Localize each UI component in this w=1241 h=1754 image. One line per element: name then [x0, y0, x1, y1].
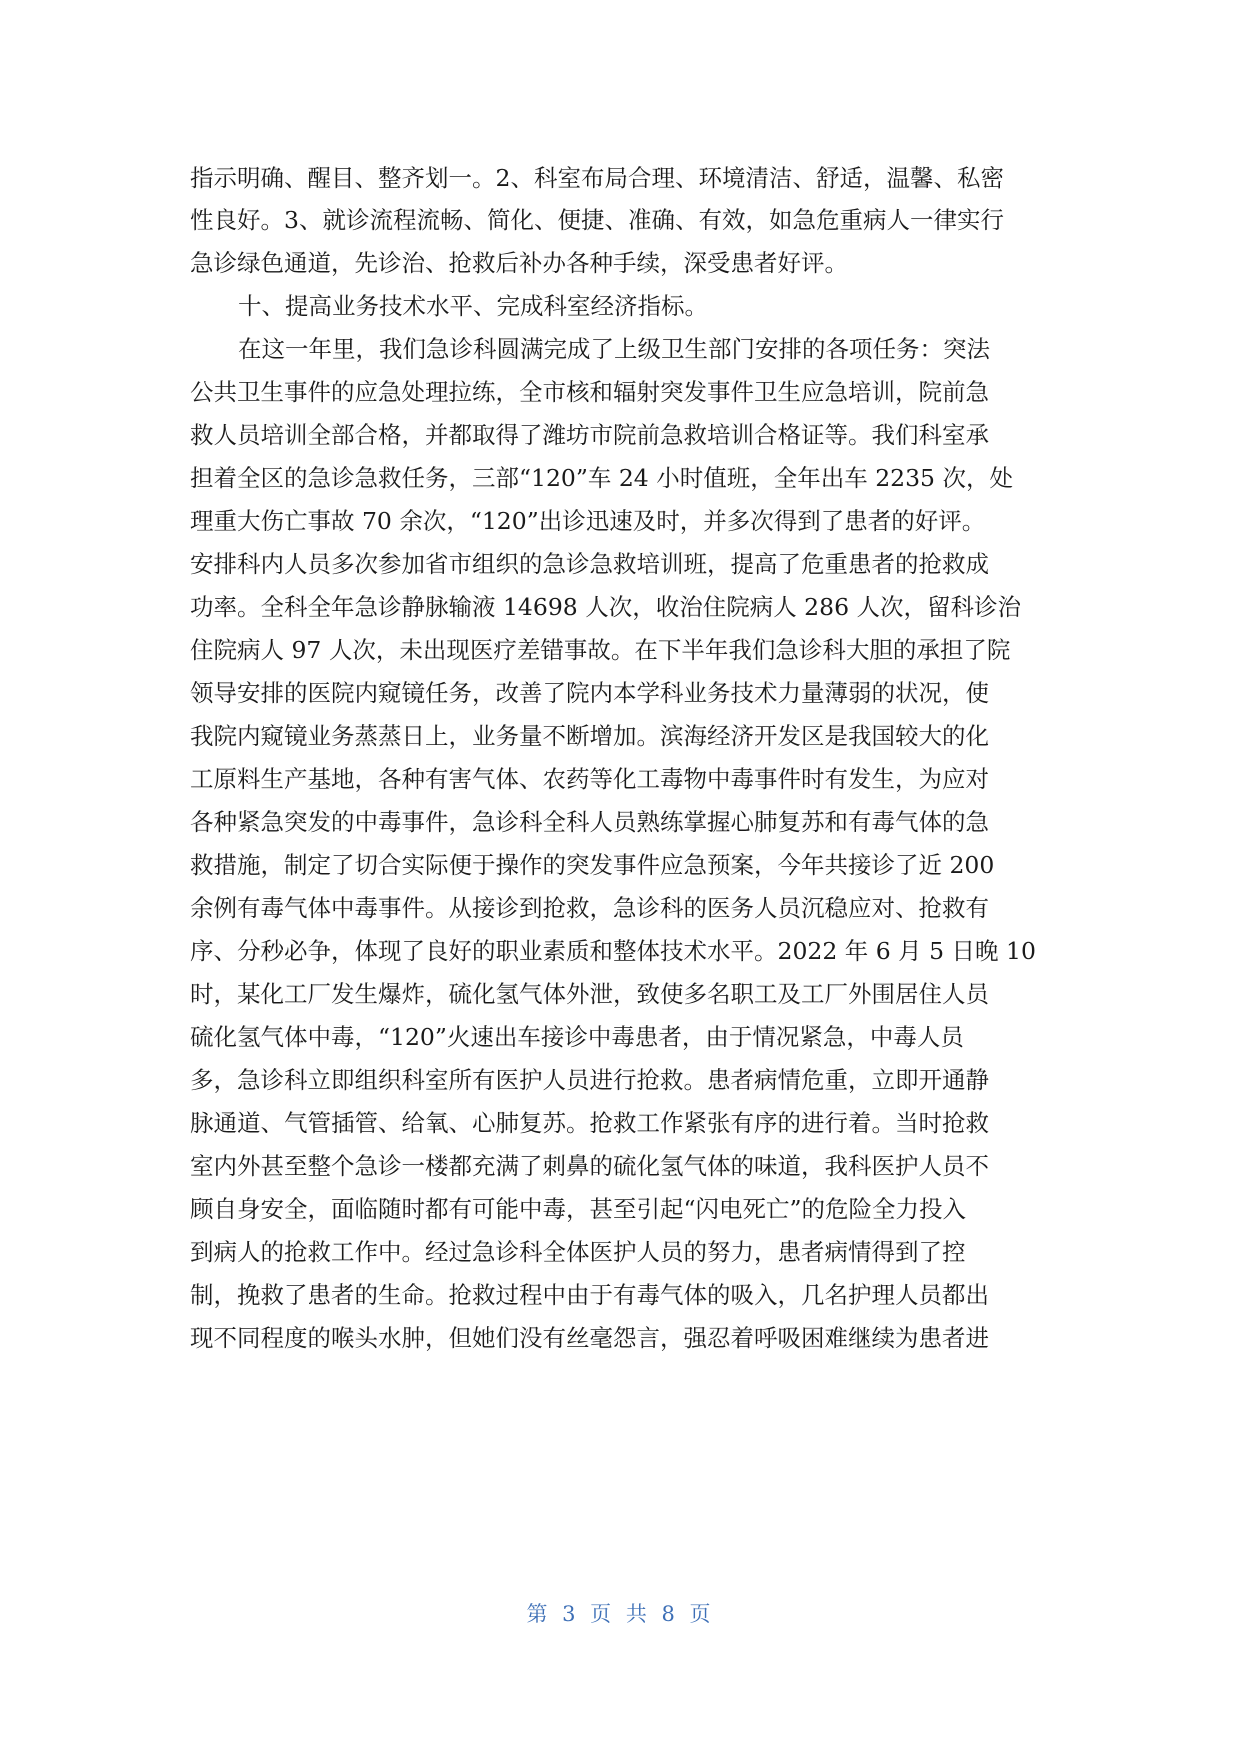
- text-line: 各种紧急突发的中毒事件，急诊科全科人员熟练掌握心肺复苏和有毒气体的急: [190, 808, 989, 836]
- text-line: 救人员培训全部合格，并都取得了潍坊市院前急救培训合格证等。我们科室承: [190, 421, 989, 449]
- text-line: 急诊绿色通道，先诊治、抢救后补办各种手续，深受患者好评。: [190, 249, 848, 277]
- text-line: 工原料生产基地，各种有害气体、农药等化工毒物中毒事件时有发生，为应对: [190, 765, 989, 793]
- text-line: 到病人的抢救工作中。经过急诊科全体医护人员的努力，患者病情得到了控: [190, 1238, 966, 1266]
- text-line: 安排科内人员多次参加省市组织的急诊急救培训班，提高了危重患者的抢救成: [190, 550, 989, 578]
- text-line: 我院内窥镜业务蒸蒸日上，业务量不断增加。滨海经济开发区是我国较大的化: [190, 722, 989, 750]
- text-line: 多，急诊科立即组织科室所有医护人员进行抢救。患者病情危重，立即开通静: [190, 1066, 989, 1094]
- text-line: 制，挽救了患者的生命。抢救过程中由于有毒气体的吸入，几名护理人员都出: [190, 1281, 989, 1309]
- text-line: 领导安排的医院内窥镜任务，改善了院内本学科业务技术力量薄弱的状况，使: [190, 679, 989, 707]
- page-number-footer: 第 3 页 共 8 页: [526, 1602, 715, 1626]
- text-line: 担着全区的急诊急救任务，三部“120”车 24 小时值班，全年出车 2235 次，处: [190, 464, 1013, 492]
- text-line: 指示明确、醒目、整齐划一。2、科室布局合理、环境清洁、舒适，温馨、私密: [190, 164, 1004, 192]
- text-line: 现不同程度的喉头水肿，但她们没有丝毫怨言，强忍着呼吸困难继续为患者进: [190, 1324, 989, 1352]
- text-line: 在这一年里，我们急诊科圆满完成了上级卫生部门安排的各项任务：突法: [238, 335, 990, 363]
- text-line: 余例有毒气体中毒事件。从接诊到抢救，急诊科的医务人员沉稳应对、抢救有: [190, 894, 989, 922]
- text-line: 住院病人 97 人次，未出现医疗差错事故。在下半年我们急诊科大胆的承担了院: [190, 636, 1011, 664]
- text-line: 功率。全科全年急诊静脉输液 14698 人次，收治住院病人 286 人次，留科诊治: [190, 593, 1021, 621]
- text-line: 脉通道、气管插管、给氧、心肺复苏。抢救工作紧张有序的进行着。当时抢救: [190, 1109, 989, 1137]
- text-line: 时，某化工厂发生爆炸，硫化氢气体外泄，致使多名职工及工厂外围居住人员: [190, 980, 989, 1008]
- text-line: 序、分秒必争，体现了良好的职业素质和整体技术水平。2022 年 6 月 5 日晚 10: [190, 937, 1036, 965]
- text-line: 公共卫生事件的应急处理拉练，全市核和辐射突发事件卫生应急培训，院前急: [190, 378, 989, 406]
- text-line: 救措施，制定了切合实际便于操作的突发事件应急预案，今年共接诊了近 200: [190, 851, 995, 879]
- text-line: 理重大伤亡事故 70 余次，“120”出诊迅速及时，并多次得到了患者的好评。: [190, 507, 986, 535]
- text-line: 硫化氢气体中毒，“120”火速出车接诊中毒患者，由于情况紧急，中毒人员: [190, 1023, 964, 1051]
- text-line: 顾自身安全，面临随时都有可能中毒，甚至引起“闪电死亡”的危险全力投入: [190, 1195, 967, 1223]
- text-line: 性良好。3、就诊流程流畅、简化、便捷、准确、有效，如急危重病人一律实行: [190, 206, 1004, 234]
- text-line: 室内外甚至整个急诊一楼都充满了刺鼻的硫化氢气体的味道，我科医护人员不: [190, 1152, 989, 1180]
- section-heading: 十、提高业务技术水平、完成科室经济指标。: [238, 292, 708, 320]
